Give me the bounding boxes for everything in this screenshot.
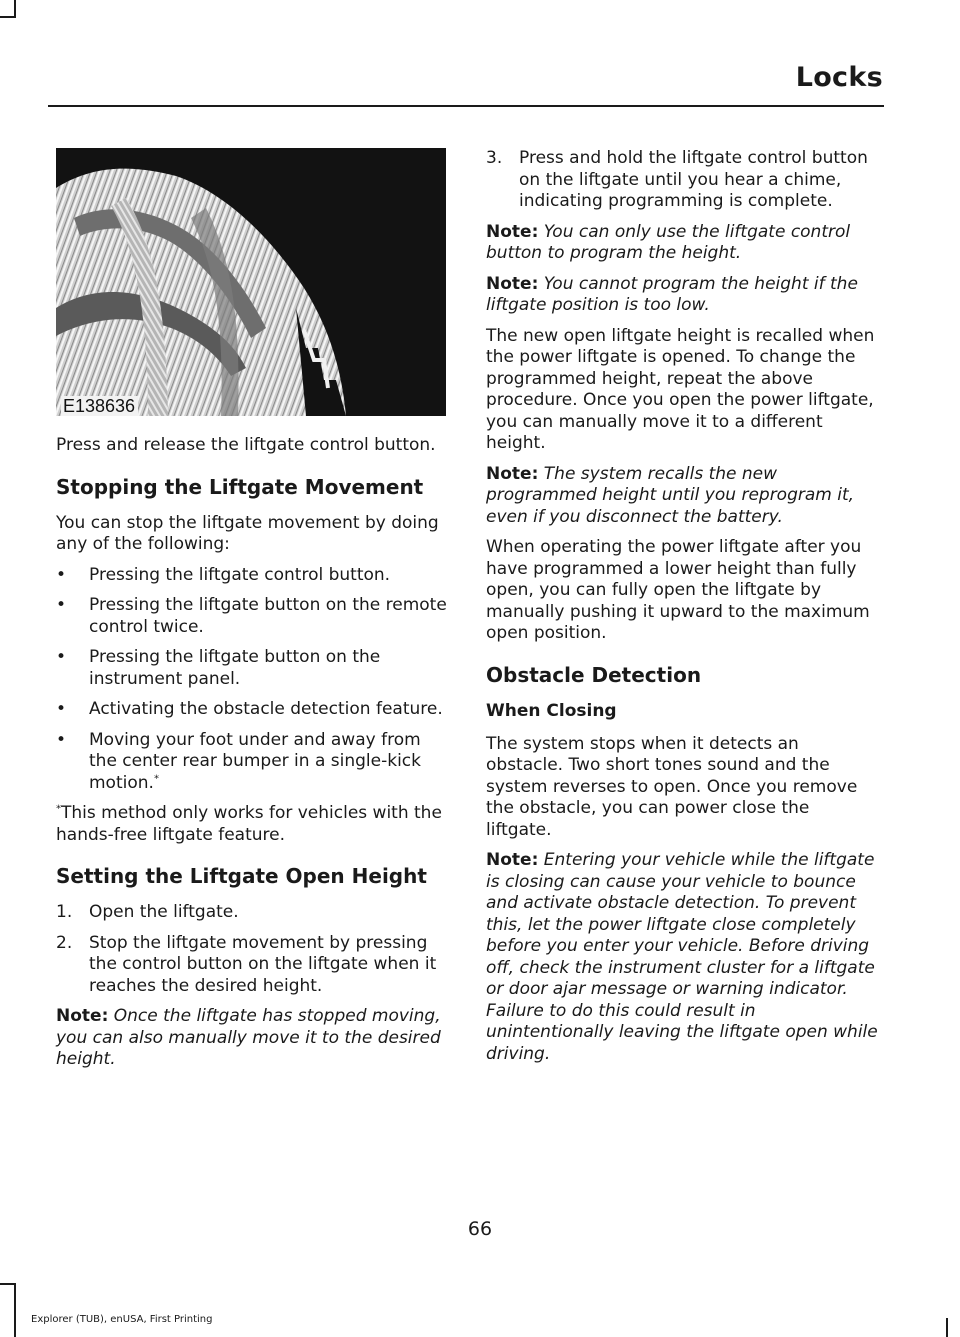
list-item bbox=[56, 699, 448, 721]
footnote-text: This method only works for vehicles with the hands-free liftgate feature. bbox=[56, 803, 442, 845]
note-text: Once the liftgate has stopped moving, you can also manually move it to the desired height. bbox=[56, 1006, 441, 1069]
header-divider bbox=[48, 105, 884, 107]
page-number: 66 bbox=[467, 1218, 493, 1240]
heading-setting-open-height: Setting the Liftgate Open Height bbox=[56, 864, 427, 888]
note-text: Entering your vehicle while the liftgate is closing can cause your vehicle to bounce and activate obstacle detection. To prevent this, let the power liftgate close completely before you enter your vehicle. Before driving off, check the instrument cluster for a liftgate or door ajar message or warning indicator. Failure to do this could result in unintentionally leaving the liftgate open while driving. bbox=[486, 850, 878, 1064]
crop-mark bbox=[0, 16, 16, 18]
list-item bbox=[56, 730, 448, 795]
liftgate-illustration bbox=[56, 148, 446, 416]
step-number: 1. bbox=[56, 902, 73, 922]
list-item-text: Pressing the liftgate button on the remote control twice. bbox=[89, 595, 447, 637]
left-column bbox=[56, 148, 448, 1080]
note-text: You cannot program the height if the liftgate position is too low. bbox=[486, 273, 858, 315]
bullet-mark: • bbox=[56, 595, 67, 615]
note-label: Note: bbox=[486, 850, 539, 870]
stopping-intro: You can stop the liftgate movement by doing any of the following: bbox=[56, 512, 439, 554]
bullet-mark: • bbox=[56, 564, 67, 585]
liftgate-drawing bbox=[56, 148, 446, 416]
step-number: 3. bbox=[486, 148, 503, 168]
list-item bbox=[56, 647, 448, 690]
list-item-text: Activating the obstacle detection feature. bbox=[89, 699, 443, 719]
subheading-when-closing: When Closing bbox=[486, 700, 617, 721]
footnote-marker: * bbox=[56, 803, 61, 815]
note-text: You can only use the liftgate control button to program the height. bbox=[486, 221, 851, 263]
crop-mark bbox=[0, 1283, 16, 1285]
note bbox=[486, 274, 880, 317]
note bbox=[486, 850, 880, 1065]
list-item bbox=[486, 148, 880, 213]
note bbox=[486, 222, 880, 265]
note-label: Note: bbox=[486, 221, 539, 242]
list-item-text: Pressing the liftgate control button. bbox=[89, 564, 391, 585]
note bbox=[486, 464, 880, 529]
step-text: Stop the liftgate movement by pressing the control button on the liftgate when it reaches the desired height. bbox=[89, 932, 437, 996]
note bbox=[56, 1006, 448, 1071]
list-item-text: Pressing the liftgate button on the instrument panel. bbox=[89, 647, 381, 689]
crop-mark bbox=[946, 1318, 948, 1337]
obstacle-paragraph: The system stops when it detects an obstacle. Two short tones sound and the system reverses to open. Once you remove the obstacle, you can power close the liftgate. bbox=[486, 733, 858, 840]
footer-text: Explorer (TUB), enUSA, First Printing bbox=[31, 1314, 213, 1325]
figure-label: E138636 bbox=[61, 396, 138, 416]
intro-paragraph: Press and release the liftgate control button. bbox=[56, 435, 436, 455]
note-label: Note: bbox=[56, 1006, 109, 1026]
footnote-marker: * bbox=[153, 772, 159, 784]
bullet-mark: • bbox=[56, 729, 67, 750]
note-text: The system recalls the new programmed height until you reprogram it, even if you disconnect the battery. bbox=[486, 463, 855, 527]
step-number: 2. bbox=[56, 932, 73, 953]
recall-paragraph: The new open liftgate height is recalled when the power liftgate is opened. To change the programmed height, repeat the above procedure. Once you open the power liftgate, you can manually move it to a different height. bbox=[486, 325, 875, 453]
list-item bbox=[56, 565, 448, 587]
step-text: Press and hold the liftgate control button on the liftgate until you hear a chime, indicating programming is complete. bbox=[519, 148, 868, 211]
right-column bbox=[486, 148, 880, 1074]
list-item-text: Moving your foot under and away from the center rear bumper in a single-kick motion. bbox=[89, 729, 421, 793]
list-item bbox=[56, 933, 448, 998]
crop-mark bbox=[14, 1283, 16, 1337]
heading-obstacle-detection: Obstacle Detection bbox=[486, 662, 702, 687]
list-item bbox=[56, 595, 448, 638]
lower-height-paragraph: When operating the power liftgate after you have programmed a lower height than fully open, you can fully open the liftgate by manually pushing it upward to the maximum open position. bbox=[486, 537, 870, 643]
footnote bbox=[56, 803, 448, 846]
bullet-mark: • bbox=[56, 647, 67, 667]
step-text: Open the liftgate. bbox=[89, 902, 239, 922]
list-item bbox=[56, 902, 448, 924]
page-title: Locks bbox=[795, 62, 883, 93]
heading-stopping-liftgate: Stopping the Liftgate Movement bbox=[56, 474, 424, 499]
note-label: Note: bbox=[486, 463, 539, 484]
note-label: Note: bbox=[486, 273, 539, 294]
bullet-mark: • bbox=[56, 699, 67, 719]
